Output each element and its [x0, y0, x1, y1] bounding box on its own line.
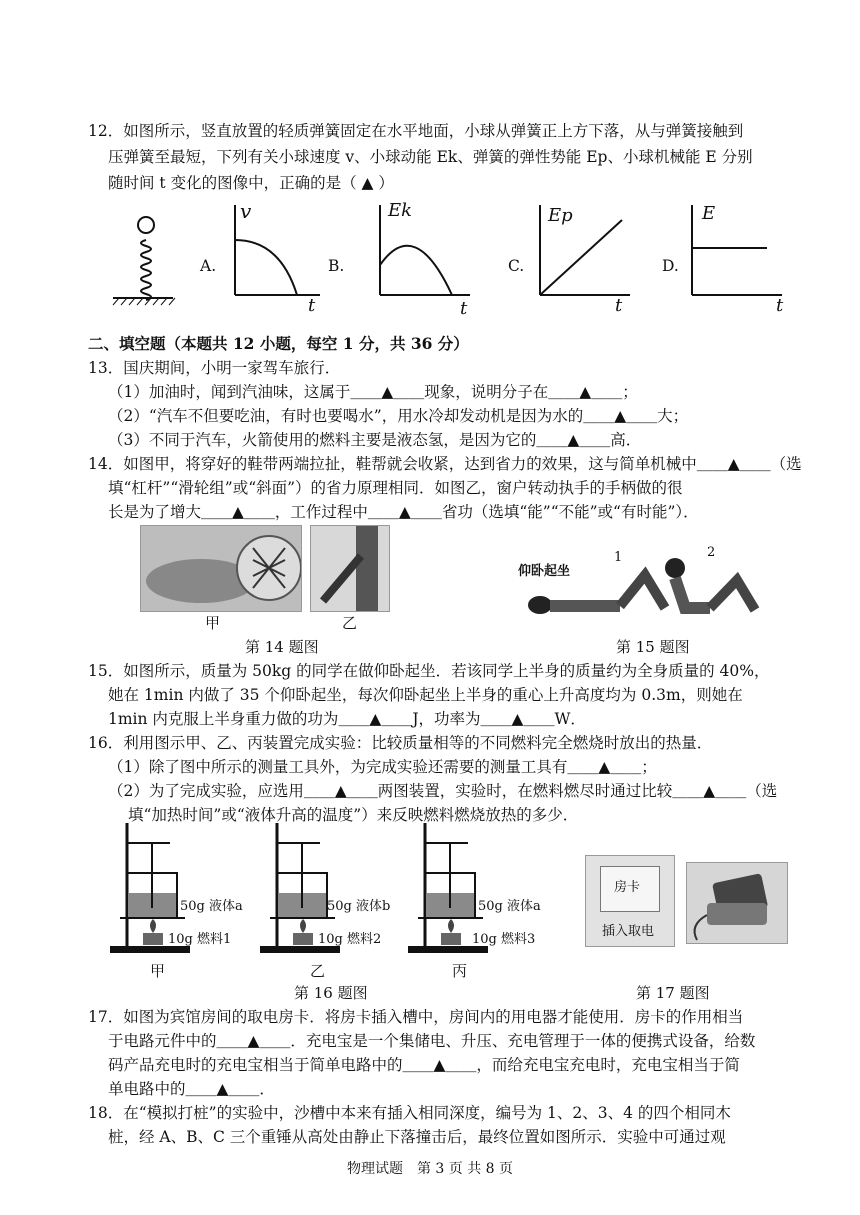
fig16-caption: 第 16 题图: [294, 984, 368, 1002]
power-bank-photo: [686, 862, 788, 944]
q13-stem: 13．国庆期间，小明一家驾车旅行．: [88, 359, 341, 377]
q12-line2: 压弹簧至最短，下列有关小球速度 v、小球动能 Ek、弹簧的弹性势能 Ep、小球机械能 E 分别: [108, 148, 753, 166]
shoe-lace-photo: [140, 525, 302, 612]
situp-number-1: 1: [614, 550, 623, 565]
q13-sub3: （3）不同于汽车，火箭使用的燃料主要是液态氢，是因为它的＿＿▲＿＿高．: [108, 431, 642, 449]
q18-line1: 18．在“模拟打桩”的实验中，沙槽中本来有插入相同深度，编号为 1、2、3、4 的四个相同木: [88, 1104, 731, 1122]
q15-line3: 1min 内克服上半身重力做的功为＿＿▲＿＿J，功率为＿＿▲＿＿W．: [108, 710, 586, 728]
option-b-letter: B.: [328, 257, 345, 275]
q12-line3: 随时间 t 变化的图像中，正确的是（ ▲ ）: [108, 174, 394, 192]
section-title: 二、填空题（本题共 12 小题，每空 1 分，共 36 分）: [88, 334, 469, 353]
graph-d-xlabel: t: [776, 295, 784, 316]
q16-sub2: （2）为了完成实验，应选用＿＿▲＿＿两图装置，实验时，在燃料燃尽时通过比较＿＿▲＿＿（选: [108, 782, 778, 800]
apparatus-yi-label: 乙: [310, 962, 326, 980]
window-handle-icon: [311, 526, 389, 611]
graph-a-ylabel: v: [240, 199, 252, 223]
q14-line1: 14．如图甲，将穿好的鞋带两端拉扯，鞋帮就会收紧，达到省力的效果，这与简单机械中＿＿▲＿＿（选: [88, 455, 802, 473]
q16-sub3: 填“加热时间”或“液体升高的温度”）来反映燃料燃烧放热的多少．: [128, 806, 579, 824]
window-handle-photo: [310, 525, 390, 612]
q14-line3: 长是为了增大＿＿▲＿＿，工作过程中＿＿▲＿＿省功（选填“能”“不能”或“有时能”）．: [108, 503, 699, 521]
shoe-lace-icon: [141, 526, 301, 611]
room-card-photo: [585, 855, 675, 947]
q17-line2: 于电路元件中的＿＿▲＿＿．充电宝是一个集储电、升压、充电管理于一体的便携式设备，给数: [108, 1032, 756, 1050]
apparatus-bing-label: 丙: [452, 962, 468, 980]
room-card-bottom-label: 插入取电: [602, 924, 655, 939]
fig17-caption: 第 17 题图: [636, 984, 710, 1002]
graph-c-xlabel: t: [615, 295, 623, 316]
situp-number-2: 2: [707, 545, 716, 560]
q18-line2: 桩，经 A、B、C 三个重锤从高处由静止下落撞击后，最终位置如图所示．实验中可通过观: [108, 1128, 726, 1146]
power-bank-icon: [687, 863, 787, 943]
graph-b-xlabel: t: [460, 298, 468, 319]
fig15-caption: 第 15 题图: [616, 638, 690, 656]
q13-sub2: （2）“汽车不但要吃油，有时也要喝水”，用水冷却发动机是因为水的＿＿▲＿＿大；: [108, 407, 689, 425]
spring-ball-figure: [108, 210, 178, 310]
q16-sub1: （1）除了图中所示的测量工具外，为完成实验还需要的测量工具有＿＿▲＿＿；: [108, 758, 657, 776]
apparatus-jia-fuel: 10g 燃料1: [168, 932, 232, 947]
apparatus-yi-liquid: 50g 液体b: [327, 899, 391, 914]
graph-a-xlabel: t: [308, 295, 316, 316]
q16-line1: 16．利用图示甲、乙、丙装置完成实验：比较质量相等的不同燃料完全燃烧时放出的热量．: [88, 734, 713, 752]
q17-line1: 17．如图为宾馆房间的取电房卡．将房卡插入槽中，房间内的用电器才能使用．房卡的作用相当: [88, 1008, 744, 1026]
q12-line1: 12．如图所示，竖直放置的轻质弹簧固定在水平地面，小球从弹簧正上方下落，从与弹簧接触到: [88, 122, 744, 140]
situp-figure: [515, 540, 775, 620]
apparatus-jia-label: 甲: [150, 962, 166, 980]
fig14-label-yi: 乙: [342, 614, 358, 632]
graph-c-ylabel: Ep: [548, 205, 573, 226]
q17-line3: 码产品充电时的充电宝相当于简单电路中的＿＿▲＿＿，而给充电宝充电时，充电宝相当于简: [108, 1056, 740, 1074]
q13-sub1: （1）加油时，闻到汽油味，这属于＿＿▲＿＿现象，说明分子在＿＿▲＿＿；: [108, 383, 638, 401]
graph-d: [682, 200, 787, 315]
apparatus-bing-fuel: 10g 燃料3: [472, 932, 536, 947]
apparatus-bing-liquid: 50g 液体a: [478, 899, 541, 914]
apparatus-jia-liquid: 50g 液体a: [180, 899, 243, 914]
q14-line2: 填“杠杆”“滑轮组”或“斜面”）的省力原理相同．如图乙，窗户转动执手的手柄做的很: [108, 479, 683, 497]
graph-d-ylabel: E: [702, 203, 716, 224]
room-card-top-label: 房卡: [614, 880, 641, 895]
q15-line1: 15．如图所示，质量为 50kg 的同学在做仰卧起坐．若该同学上半身的质量约为全身质量的 40%，: [88, 662, 770, 680]
option-d-letter: D.: [662, 257, 679, 275]
page-footer: 物理试题 第 3 页 共 8 页: [346, 1161, 514, 1177]
situp-title: 仰卧起坐: [518, 564, 571, 579]
graph-b-ylabel: Ek: [388, 200, 413, 221]
fig14-caption: 第 14 题图: [245, 638, 319, 656]
q17-line4: 单电路中的＿＿▲＿＿．: [108, 1080, 275, 1098]
apparatus-yi-fuel: 10g 燃料2: [318, 932, 382, 947]
q15-line2: 她在 1min 内做了 35 个仰卧起坐，每次仰卧起坐上半身的重心上升高度均为 0.3m，则她在: [108, 686, 743, 704]
fig14-label-jia: 甲: [205, 614, 221, 632]
option-c-letter: C.: [508, 257, 525, 275]
option-a-letter: A.: [200, 257, 217, 275]
